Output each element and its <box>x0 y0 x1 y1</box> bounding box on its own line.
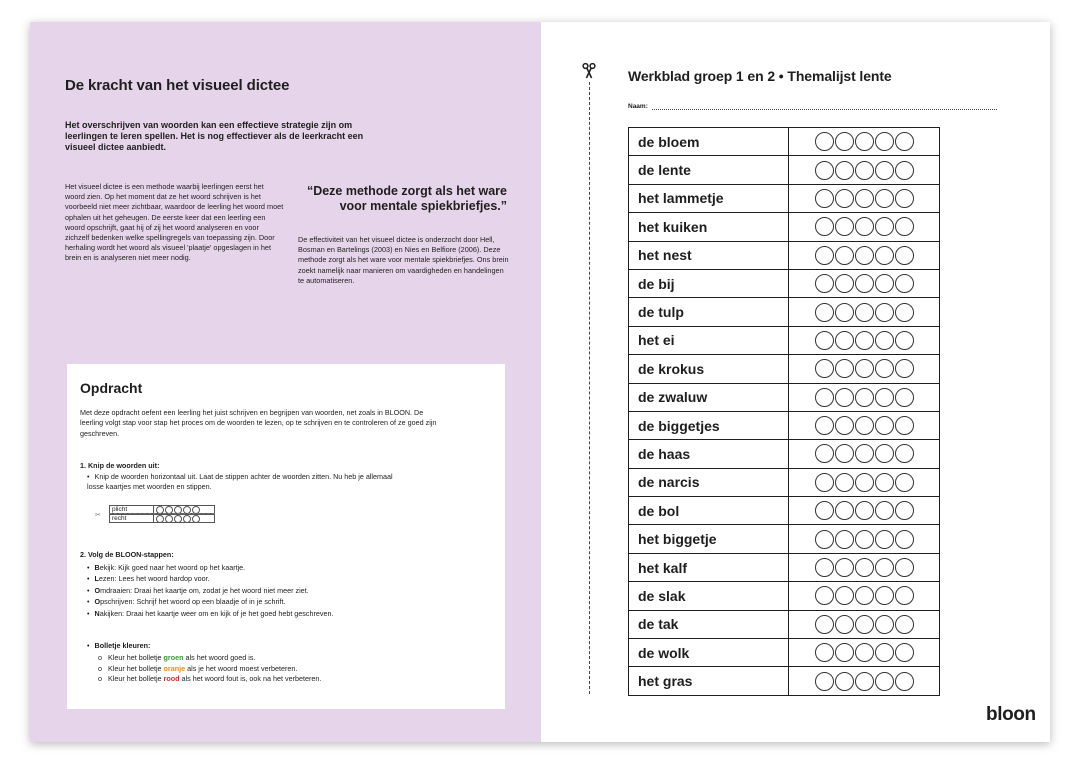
word-row <box>629 667 940 695</box>
circles-cell <box>789 582 940 610</box>
circle[interactable] <box>835 359 854 378</box>
circle[interactable] <box>875 501 894 520</box>
spread <box>30 22 1050 742</box>
circle[interactable] <box>895 473 914 492</box>
circle[interactable] <box>855 473 874 492</box>
word-cell: het kalf <box>629 553 789 581</box>
circles-cell <box>789 468 940 496</box>
circle[interactable] <box>855 161 874 180</box>
circles-cell <box>789 497 940 525</box>
step-item: • Bekijk: Kijk goed naar het woord op het kaartje. <box>87 562 447 573</box>
circle[interactable] <box>855 303 874 322</box>
circle[interactable] <box>895 416 914 435</box>
word-row <box>629 156 940 184</box>
word-cell: de tak <box>629 610 789 638</box>
circles-cell <box>789 553 940 581</box>
circle[interactable] <box>815 217 834 236</box>
circles-cell <box>789 184 940 212</box>
circle[interactable] <box>895 586 914 605</box>
word-table <box>628 127 940 696</box>
circle[interactable] <box>895 303 914 322</box>
circle[interactable] <box>895 217 914 236</box>
sample-card: recht <box>109 514 215 523</box>
scissor-icon: ✂ <box>95 512 101 519</box>
step-item: • Lezen: Lees het woord hardop voor. <box>87 573 447 584</box>
circle[interactable] <box>875 217 894 236</box>
word-row <box>629 525 940 553</box>
circle[interactable] <box>855 530 874 549</box>
body-text-1: Het visueel dictee is een methode waarbij leerlingen eerst het woord zien. Op het moment dat ze het woord schrijven is het voorbeeld niet meer zichtbaar, waardoor de leerling het woord moet ophalen uit het geheugen. De eerste keer dat een leerling een woord opschrijft, gaat hij of zij het woord analyseren en voor zichzelf bedenken welke spellingregels van toepassing zijn. Door herhaling wordt het woord als visueel 'plaatje' opgeslagen in het brein en is analyseren niet meer nodig. <box>65 182 284 263</box>
circle[interactable] <box>875 189 894 208</box>
circle[interactable] <box>815 161 834 180</box>
circle[interactable] <box>855 217 874 236</box>
circle[interactable] <box>815 189 834 208</box>
circle[interactable] <box>875 444 894 463</box>
circle[interactable] <box>855 246 874 265</box>
circle[interactable] <box>815 331 834 350</box>
worksheet-title: Werkblad groep 1 en 2 • Themalijst lente <box>628 68 892 84</box>
circle[interactable] <box>875 246 894 265</box>
circle[interactable] <box>815 303 834 322</box>
bloon-logo: bloon <box>986 704 1036 725</box>
color-item: o Kleur het bolletje oranje als je het woord moest verbeteren. <box>98 664 458 675</box>
circle[interactable] <box>835 473 854 492</box>
circles-cell <box>789 355 940 383</box>
circle[interactable] <box>875 643 894 662</box>
circle[interactable] <box>875 388 894 407</box>
circles-cell <box>789 298 940 326</box>
circle[interactable] <box>835 303 854 322</box>
circle[interactable] <box>855 586 874 605</box>
circle[interactable] <box>895 615 914 634</box>
circles-cell <box>789 639 940 667</box>
circles-cell <box>789 667 940 695</box>
word-row <box>629 610 940 638</box>
circle[interactable] <box>875 530 894 549</box>
circle[interactable] <box>815 388 834 407</box>
word-row <box>629 468 940 496</box>
circle[interactable] <box>895 189 914 208</box>
circle[interactable] <box>815 473 834 492</box>
word-row <box>629 582 940 610</box>
circles-cell <box>789 241 940 269</box>
pull-quote: “Deze methode zorgt als het ware voor mentale spiekbriefjes.” <box>306 184 507 213</box>
circle[interactable] <box>815 274 834 293</box>
word-row <box>629 553 940 581</box>
step1-heading: 1. Knip de woorden uit: <box>80 461 160 470</box>
circle[interactable] <box>875 586 894 605</box>
circle[interactable] <box>895 161 914 180</box>
word-row <box>629 241 940 269</box>
color-heading: • Bolletje kleuren: <box>87 641 150 650</box>
word-cell: de haas <box>629 440 789 468</box>
word-cell: de bol <box>629 497 789 525</box>
circle[interactable] <box>835 132 854 151</box>
circles-cell <box>789 610 940 638</box>
circle[interactable] <box>815 501 834 520</box>
word-cell: de tulp <box>629 298 789 326</box>
circles-cell <box>789 326 940 354</box>
word-cell: het kuiken <box>629 213 789 241</box>
circle[interactable] <box>855 388 874 407</box>
word-cell: de bij <box>629 269 789 297</box>
circle[interactable] <box>895 501 914 520</box>
circle[interactable] <box>815 416 834 435</box>
circle[interactable] <box>835 217 854 236</box>
worksheet-page <box>541 22 1050 742</box>
circle[interactable] <box>895 672 914 691</box>
circle[interactable] <box>875 672 894 691</box>
word-row <box>629 213 940 241</box>
circle[interactable] <box>835 530 854 549</box>
circle[interactable] <box>895 274 914 293</box>
circle[interactable] <box>875 473 894 492</box>
step1-item: • Knip de woorden horizontaal uit. Laat de stippen achter de woorden zitten. Nu heb je allemaal losse kaartjes met woorden en stippen. <box>87 472 407 493</box>
task-intro: Met deze opdracht oefent een leerling het juist schrijven en begrijpen van woorden, net zoals in BLOON. De leerling volgt stap voor stap het proces om de woorden te lezen, op te schrijven en te controleren of ze goed zijn geschreven. <box>80 408 437 438</box>
circles-cell <box>789 525 940 553</box>
step1-list <box>87 472 407 493</box>
circle[interactable] <box>875 615 894 634</box>
circle[interactable] <box>875 558 894 577</box>
left-page <box>30 22 541 742</box>
word-row <box>629 184 940 212</box>
word-row <box>629 440 940 468</box>
word-row <box>629 326 940 354</box>
word-row <box>629 497 940 525</box>
word-cell: het gras <box>629 667 789 695</box>
word-cell: de narcis <box>629 468 789 496</box>
circle[interactable] <box>875 161 894 180</box>
circle[interactable] <box>855 132 874 151</box>
circle[interactable] <box>815 530 834 549</box>
cut-line <box>589 82 590 694</box>
circle[interactable] <box>895 643 914 662</box>
circle[interactable] <box>855 416 874 435</box>
step-item: • Omdraaien: Draai het kaartje om, zodat je het woord niet meer ziet. <box>87 585 447 596</box>
circles-cell <box>789 383 940 411</box>
circle[interactable] <box>835 558 854 577</box>
circle[interactable] <box>875 132 894 151</box>
scissor-icon <box>580 62 598 80</box>
task-title: Opdracht <box>80 380 143 396</box>
word-row <box>629 355 940 383</box>
sample-card: plicht <box>109 505 215 514</box>
circle[interactable] <box>895 388 914 407</box>
page-title: De kracht van het visueel dictee <box>65 77 290 94</box>
circle[interactable] <box>855 331 874 350</box>
circle[interactable] <box>835 246 854 265</box>
circle[interactable] <box>855 274 874 293</box>
circle[interactable] <box>835 615 854 634</box>
intro-text: Het overschrijven van woorden kan een effectieve strategie zijn om leerlingen te leren spellen. Het is nog effectiever als de leerkracht een visueel dictee aanbiedt. <box>65 120 364 152</box>
step-item: • Opschrijven: Schrijf het woord op een blaadje of in je schrift. <box>87 596 447 607</box>
circle[interactable] <box>835 189 854 208</box>
circle[interactable] <box>855 672 874 691</box>
circle[interactable] <box>835 444 854 463</box>
word-cell: de biggetjes <box>629 411 789 439</box>
circle[interactable] <box>875 274 894 293</box>
word-row <box>629 639 940 667</box>
circle[interactable] <box>835 388 854 407</box>
circle[interactable] <box>815 672 834 691</box>
word-cell: het lammetje <box>629 184 789 212</box>
circle[interactable] <box>815 359 834 378</box>
task-box <box>67 364 505 709</box>
circle[interactable] <box>815 132 834 151</box>
circle[interactable] <box>855 501 874 520</box>
circle[interactable] <box>835 501 854 520</box>
circle[interactable] <box>855 558 874 577</box>
word-cell: het biggetje <box>629 525 789 553</box>
circle[interactable] <box>895 359 914 378</box>
circle[interactable] <box>815 615 834 634</box>
color-item: o Kleur het bolletje rood als het woord fout is, ook na het verbeteren. <box>98 674 458 685</box>
bloon-steps <box>87 562 447 619</box>
circle[interactable] <box>835 643 854 662</box>
circle[interactable] <box>835 274 854 293</box>
circle[interactable] <box>875 416 894 435</box>
circle[interactable] <box>875 331 894 350</box>
word-cell: de wolk <box>629 639 789 667</box>
circle[interactable] <box>835 586 854 605</box>
body-text-2: De effectiviteit van het visueel dictee is onderzocht door Hell, Bosman en Bartelings (2003) en Nies en Belfiore (2006). Deze methode zorgt als het ware voor mentale spiekbriefjes. Ons brein zoekt namelijk naar manieren om vaardigheden en handelingen te automatiseren. <box>298 235 509 285</box>
word-row <box>629 269 940 297</box>
circle[interactable] <box>855 189 874 208</box>
word-cell: de slak <box>629 582 789 610</box>
word-row <box>629 383 940 411</box>
circle[interactable] <box>895 246 914 265</box>
circle[interactable] <box>855 444 874 463</box>
word-row <box>629 298 940 326</box>
circles-cell <box>789 440 940 468</box>
word-cell: de krokus <box>629 355 789 383</box>
circles-cell <box>789 156 940 184</box>
circle[interactable] <box>855 643 874 662</box>
color-item: o Kleur het bolletje groen als het woord goed is. <box>98 653 458 664</box>
circle[interactable] <box>855 615 874 634</box>
word-cell: de lente <box>629 156 789 184</box>
word-cell: het ei <box>629 326 789 354</box>
circle[interactable] <box>815 586 834 605</box>
circles-cell <box>789 269 940 297</box>
circle[interactable] <box>875 303 894 322</box>
circle[interactable] <box>895 444 914 463</box>
circle[interactable] <box>895 132 914 151</box>
word-cell: de bloem <box>629 128 789 156</box>
circle[interactable] <box>815 643 834 662</box>
circle[interactable] <box>835 416 854 435</box>
circle[interactable] <box>835 672 854 691</box>
circles-cell <box>789 128 940 156</box>
step-item: • Nakijken: Draai het kaartje weer om en kijk of je het goed hebt geschreven. <box>87 608 447 619</box>
circles-cell <box>789 411 940 439</box>
word-cell: de zwaluw <box>629 383 789 411</box>
circle[interactable] <box>815 246 834 265</box>
word-row <box>629 128 940 156</box>
circle[interactable] <box>815 558 834 577</box>
circle[interactable] <box>895 331 914 350</box>
word-cell: het nest <box>629 241 789 269</box>
circle[interactable] <box>835 331 854 350</box>
step2-heading: 2. Volg de BLOON-stappen: <box>80 550 174 559</box>
circle[interactable] <box>855 359 874 378</box>
circle[interactable] <box>895 558 914 577</box>
circles-cell <box>789 213 940 241</box>
circle[interactable] <box>875 359 894 378</box>
word-row <box>629 411 940 439</box>
color-list <box>98 653 458 685</box>
name-field: Naam: <box>628 103 997 110</box>
circle[interactable] <box>835 161 854 180</box>
circle[interactable] <box>815 444 834 463</box>
circle[interactable] <box>895 530 914 549</box>
